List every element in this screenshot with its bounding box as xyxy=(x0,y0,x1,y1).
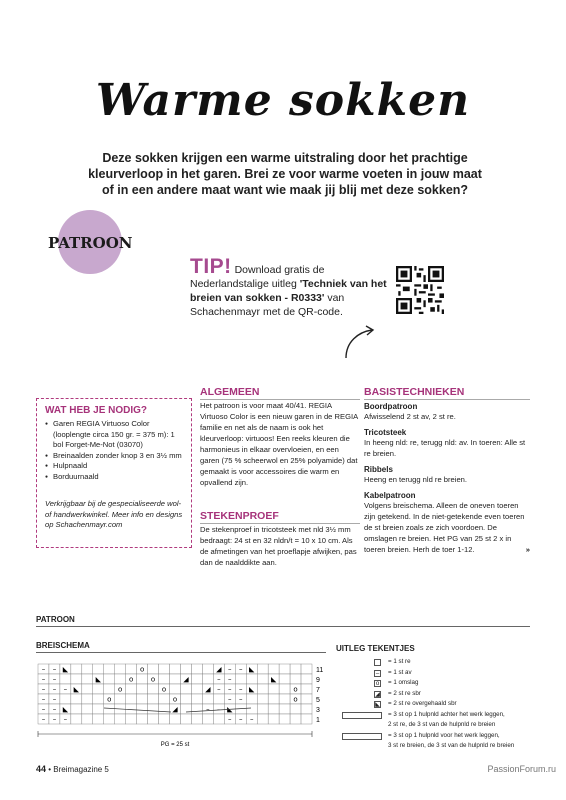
chart-cell xyxy=(170,664,181,674)
chart-cell xyxy=(60,694,71,704)
row-number: 3 xyxy=(316,707,320,714)
chart-cell xyxy=(279,684,290,694)
legend-text: 3 st re breien, de 3 st van de hulpnld re breien xyxy=(388,742,515,749)
chart-cell xyxy=(126,714,137,724)
chart-cell xyxy=(202,664,213,674)
chart-symbol: o xyxy=(118,685,123,694)
algemeen-text: Het patroon is voor maat 40/41. REGIA Virtuoso Color is een nieuw garen in de REGIA familie en net als de naam is ook het kleurverloop: virtuoos! Een reeks kleuren die harmonieus in elkaar overvloeien, en een garen (75 % scheerwol en 25% polyamide) dat gemaakt is voor accessoires die warm en opvallend zijn. xyxy=(200,401,358,487)
curved-arrow-icon xyxy=(342,322,382,362)
chart-cell xyxy=(301,714,312,724)
chart-symbol: – xyxy=(239,715,243,724)
chart-symbol: ◢ xyxy=(205,685,211,694)
chart-cell xyxy=(301,704,312,714)
basis-item-text: In heeng nld: re, terugg nld: av. In toeren: Alle st re breien. xyxy=(364,438,526,458)
chart-cell xyxy=(301,694,312,704)
chart-cell xyxy=(191,664,202,674)
chart-cell xyxy=(301,674,312,684)
chart-cell xyxy=(104,674,115,684)
chart-symbol: – xyxy=(63,685,68,694)
chart-symbol: – xyxy=(239,695,243,704)
chart-cell xyxy=(159,694,170,704)
chart-cell xyxy=(60,674,71,684)
chart-symbol: – xyxy=(206,705,210,714)
chart-cell xyxy=(115,714,126,724)
chart-cell xyxy=(246,674,257,684)
chart-symbol: ◣ xyxy=(227,705,233,714)
chart-cell xyxy=(115,694,126,704)
chart-cell xyxy=(257,674,268,684)
legend-item xyxy=(336,731,536,742)
chart-symbol: – xyxy=(228,665,232,674)
legend-heading: UITLEG TEKENTJES xyxy=(336,644,415,653)
chart-cell xyxy=(268,684,279,694)
chart-cell xyxy=(279,714,290,724)
chart-symbol: – xyxy=(228,715,232,724)
chart-symbol: – xyxy=(52,705,57,714)
section-basistechnieken xyxy=(364,386,530,555)
chart-cell xyxy=(180,714,191,724)
chart-cell xyxy=(290,704,301,714)
legend-text: = 3 st op 1 hulpnld achter het werk leggen, xyxy=(388,710,505,718)
chart-cell xyxy=(279,674,290,684)
chart-symbol: ◢ xyxy=(216,665,222,674)
chart-symbol: o xyxy=(161,685,167,694)
chart-symbol: o xyxy=(129,675,134,684)
pattern-header: PATROON xyxy=(36,615,530,627)
chart-symbol: – xyxy=(217,685,221,694)
chart-cell xyxy=(191,714,202,724)
chart-cell xyxy=(290,664,301,674)
chart-symbol: ◣ xyxy=(249,685,255,694)
chart-symbol: – xyxy=(228,685,232,694)
chart-row-numbers xyxy=(316,667,323,724)
chart-cell xyxy=(159,714,170,724)
chart-symbol: – xyxy=(41,685,46,694)
chart-cell xyxy=(159,704,170,714)
chart-cell xyxy=(137,684,148,694)
chart-symbol: – xyxy=(41,705,46,714)
chart-cell xyxy=(213,694,224,704)
page-number: 44 xyxy=(36,764,47,774)
chart-cell xyxy=(290,714,301,724)
chart-cell xyxy=(93,664,104,674)
chart-cell xyxy=(71,704,82,714)
chart-symbol: – xyxy=(239,685,243,694)
page-title: Warme sokken xyxy=(95,75,471,126)
chart-cell xyxy=(268,694,279,704)
chart-cell xyxy=(257,694,268,704)
tip-block xyxy=(190,255,390,319)
chart-symbol: – xyxy=(217,705,221,714)
chart-cell xyxy=(257,704,268,714)
chart-cell xyxy=(191,704,202,714)
badge-label: PATROON xyxy=(48,234,133,252)
legend-item xyxy=(336,710,536,721)
basis-heading: BASISTECHNIEKEN xyxy=(364,386,530,400)
chart-cell xyxy=(71,694,82,704)
chart-symbol: – xyxy=(63,715,68,724)
legend-symbol-icon: – xyxy=(375,670,380,677)
legend-symbol-icon xyxy=(374,659,381,666)
basis-item-title: Tricotsteek xyxy=(364,428,407,437)
chart-symbol: – xyxy=(249,715,254,724)
chart-symbol: – xyxy=(41,695,46,704)
legend-item xyxy=(336,668,536,679)
materials-item: ● Breinaalden zonder knop 3 en 3½ mm xyxy=(45,451,187,462)
watermark: PassionForum.ru xyxy=(487,764,556,774)
chart-cell xyxy=(93,684,104,694)
chart-symbol: o xyxy=(172,695,178,704)
chart-cell xyxy=(257,714,268,724)
chart-symbol: o xyxy=(293,685,298,694)
chart-cell xyxy=(246,704,257,714)
basis-item-body: Volgens breischema. Alleen de oneven toeren zijn getekend. In de niet-getekende even toeren de st breien zoals ze zich voordoen. De omslagen re breien. Het PG van 25 st 2 x in toeren breien. Herh de toer 1-12. xyxy=(364,501,525,554)
chart-cell xyxy=(213,714,224,724)
chart-cell xyxy=(82,714,93,724)
legend-text: = 1 st re xyxy=(388,658,411,665)
materials-item: ● Borduurnaald xyxy=(45,472,187,483)
chart-cell xyxy=(170,684,181,694)
algemeen-heading: ALGEMEEN xyxy=(200,386,360,400)
stekenproef-heading: STEKENPROEF xyxy=(200,510,360,524)
chart-symbol: – xyxy=(52,675,57,684)
chart-cell xyxy=(191,684,202,694)
chart-cell xyxy=(104,704,115,714)
chart-cell xyxy=(235,674,246,684)
chart-symbol: ◢ xyxy=(183,675,189,684)
chart-symbol: ◣ xyxy=(62,705,69,714)
chart-cell xyxy=(279,664,290,674)
chart-cell xyxy=(246,694,257,704)
chart-cell xyxy=(180,664,191,674)
legend-text: 2 st re, de 3 st van de hulpnld re breien xyxy=(388,721,496,728)
qr-code-icon[interactable] xyxy=(396,266,444,314)
chart-cell xyxy=(159,664,170,674)
tip-text-1: Download gratis de Nederlandstalige uitleg xyxy=(190,264,325,290)
chart-cell xyxy=(126,704,137,714)
chart-cell xyxy=(279,704,290,714)
chart-cell xyxy=(82,684,93,694)
legend-symbol-icon: ◣ xyxy=(375,702,380,708)
basis-item-text: Heeng en terugg nld re breien. xyxy=(364,475,468,484)
chart-symbol: ◣ xyxy=(62,665,69,674)
section-algemeen xyxy=(200,386,360,488)
chart-symbol: – xyxy=(41,715,46,724)
chart-cell xyxy=(268,664,279,674)
materials-item: ● Garen REGIA Virtuoso Color (looplengte circa 150 gr. = 375 m): 1 bol Forget-Me-Not (03070) xyxy=(45,419,187,451)
chart-cell xyxy=(126,664,137,674)
chart-cell xyxy=(268,714,279,724)
legend-symbol-icon: ◢ xyxy=(375,691,380,698)
breischema-chart xyxy=(36,660,336,750)
legend xyxy=(336,644,536,752)
basis-item-title: Kabelpatroon xyxy=(364,491,416,500)
chart-cell xyxy=(71,674,82,684)
chart-cell xyxy=(170,714,181,724)
chart-cell xyxy=(137,704,148,714)
chart-grid xyxy=(38,664,312,724)
chart-cell xyxy=(148,684,159,694)
chart-cell xyxy=(180,704,191,714)
chart-cell xyxy=(126,694,137,704)
legend-item xyxy=(336,689,536,700)
chart-cell xyxy=(268,704,279,714)
chart-cell xyxy=(71,714,82,724)
chart-cell xyxy=(93,704,104,714)
chart-cell xyxy=(93,714,104,724)
intro-text: Deze sokken krijgen een warme uitstraling door het prachtige kleurverloop in het garen. Brei ze voor warme voeten in jouw maat of in een andere maat want wie maak jij blij met deze sokken? xyxy=(88,151,482,197)
materials-list xyxy=(45,419,187,482)
chart-cell xyxy=(93,694,104,704)
row-number: 5 xyxy=(316,697,320,704)
chart-cell xyxy=(148,664,159,674)
legend-text: = 2 st re sbr xyxy=(388,689,421,697)
chart-cell xyxy=(170,674,181,684)
chart-symbol: ◢ xyxy=(172,705,178,714)
chart-symbol: o xyxy=(107,695,112,704)
legend-text: = 2 st re overgehaald sbr xyxy=(388,700,457,707)
section-stekenproef xyxy=(200,510,360,568)
legend-item xyxy=(336,657,536,668)
chart-cell xyxy=(257,684,268,694)
legend-text: = 3 st op 1 hulpnld voor het werk leggen, xyxy=(388,731,500,739)
chart-symbol: – xyxy=(239,665,243,674)
chart-cell xyxy=(180,684,191,694)
chart-symbol: – xyxy=(228,675,232,684)
footer-bullet: • xyxy=(48,765,52,774)
chart-cell xyxy=(202,674,213,684)
breischema-label: BREISCHEMA xyxy=(36,641,326,653)
chart-symbol: – xyxy=(41,675,46,684)
row-number: 7 xyxy=(316,687,320,694)
row-number: 1 xyxy=(316,717,320,724)
chart-cell xyxy=(180,694,191,704)
chart-symbol: – xyxy=(217,675,221,684)
chart-cell xyxy=(82,694,93,704)
chart-symbol: o xyxy=(139,665,145,674)
chart-cell xyxy=(82,664,93,674)
chart-cell xyxy=(301,664,312,674)
chart-cell xyxy=(137,694,148,704)
chart-cell xyxy=(257,664,268,674)
legend-item xyxy=(336,678,536,689)
basis-item-title: Ribbels xyxy=(364,465,393,474)
legend-item xyxy=(336,699,536,710)
chart-symbol: – xyxy=(228,695,232,704)
chart-cell xyxy=(126,684,137,694)
continue-arrow: » xyxy=(525,545,530,554)
legend-symbol-icon: o xyxy=(375,681,380,687)
chart-cell xyxy=(191,674,202,684)
chart-cell xyxy=(279,694,290,704)
chart-cell xyxy=(148,704,159,714)
chart-cell xyxy=(115,674,126,684)
chart-symbol: – xyxy=(52,665,57,674)
chart-cell xyxy=(159,674,170,684)
chart-symbol: – xyxy=(41,665,46,674)
chart-symbol: o xyxy=(150,675,156,684)
chart-cell xyxy=(104,664,115,674)
tip-bold: 'Techniek van het breien van sokken - R0333' xyxy=(190,278,387,304)
cable-symbol-icon xyxy=(342,733,382,740)
legend-rows xyxy=(336,657,536,752)
chart-cell xyxy=(137,674,148,684)
materials-box xyxy=(36,398,192,548)
chart-symbol: ◣ xyxy=(95,675,101,684)
legend-item xyxy=(336,720,536,731)
chart-cell xyxy=(301,684,312,694)
basis-item-text: Afwisselend 2 st av, 2 st re. xyxy=(364,412,456,421)
chart-cell xyxy=(148,694,159,704)
chart-symbol: ◣ xyxy=(73,685,80,694)
chart-cell xyxy=(202,694,213,704)
stekenproef-text: De stekenproef in tricotsteek met nld 3½ mm bedraagt: 24 st en 32 nldn/t = 10 x 10 cm. Als de afmetingen van het proeflapje afwijken, pas dan de naalddikte aan. xyxy=(200,525,357,567)
row-number: 9 xyxy=(316,677,320,684)
magazine-name: Breimagazine 5 xyxy=(53,765,109,774)
materials-note: Verkrijgbaar bij de gespecialiseerde wol- of handwerkwinkel. Meer info en designs op Schachenmayr.com xyxy=(45,499,183,529)
chart-cell xyxy=(290,674,301,684)
legend-text: = 1 omslag xyxy=(388,679,419,686)
chart-cell xyxy=(104,684,115,694)
materials-item: ● Hulpnaald xyxy=(45,461,187,472)
page-footer xyxy=(36,764,109,774)
chart-symbol: ◣ xyxy=(270,675,277,684)
cable-symbol-icon xyxy=(342,712,382,719)
chart-symbol: – xyxy=(52,715,57,724)
chart-cell xyxy=(202,714,213,724)
chart-cell xyxy=(82,704,93,714)
chart-cell xyxy=(82,674,93,684)
materials-heading: WAT HEB JE NODIG? xyxy=(45,405,148,416)
chart-cell xyxy=(137,714,148,724)
chart-symbol: – xyxy=(52,685,57,694)
legend-text: = 1 st av xyxy=(388,668,412,676)
basis-item-text xyxy=(364,500,530,555)
chart-cell xyxy=(104,714,115,724)
row-number: 11 xyxy=(316,667,324,674)
pg-label: PG = 25 st xyxy=(160,742,190,748)
chart-cell xyxy=(148,714,159,724)
chart-symbol: ◣ xyxy=(249,665,255,674)
basis-item-title: Boordpatroon xyxy=(364,402,418,411)
chart-cell xyxy=(115,664,126,674)
tip-word: TIP! xyxy=(190,255,232,278)
chart-cell xyxy=(191,694,202,704)
chart-cell xyxy=(71,664,82,674)
chart-symbol: o xyxy=(293,695,298,704)
tip-text-2: van Schachenmayr met de QR-code. xyxy=(190,292,345,318)
legend-item xyxy=(336,741,536,752)
patroon-badge xyxy=(48,210,133,284)
chart-symbol: – xyxy=(52,695,57,704)
